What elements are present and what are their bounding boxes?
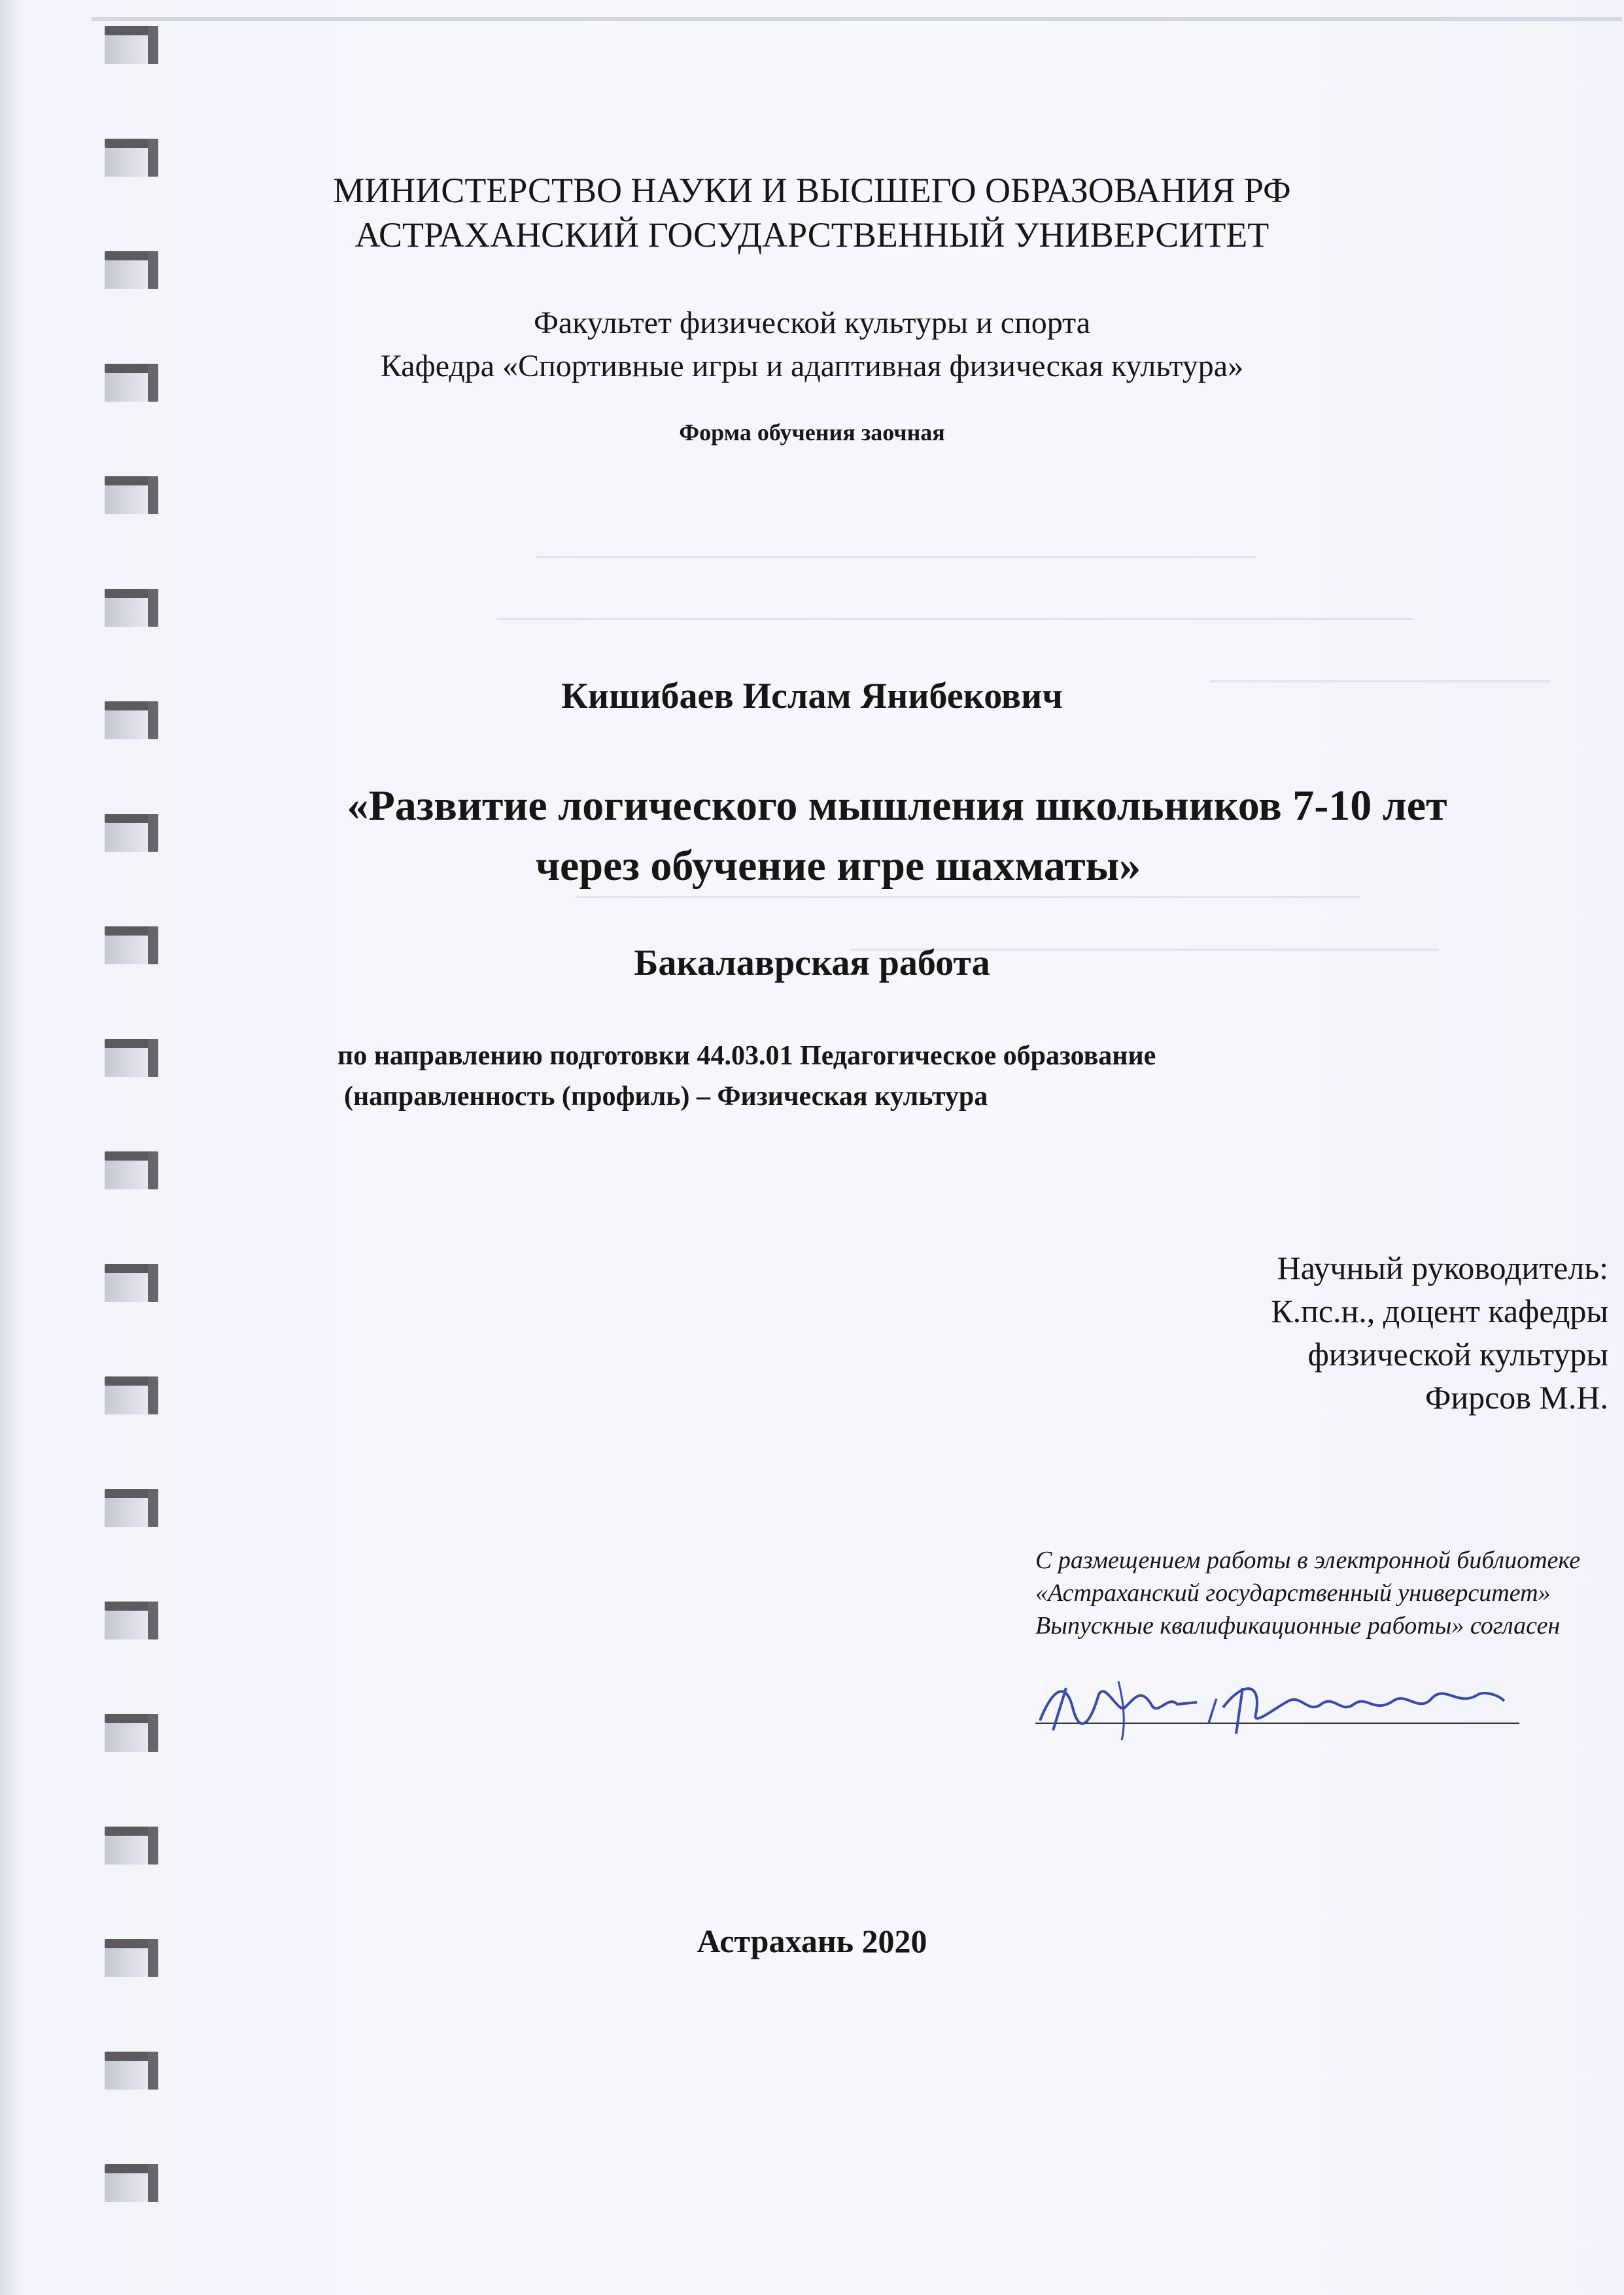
work-type: Бакалаврская работа bbox=[634, 943, 990, 983]
supervisor-block bbox=[1271, 1246, 1608, 1419]
university-name: АСТРАХАНСКИЙ ГОСУДАРСТВЕННЫЙ УНИВЕРСИТЕТ bbox=[354, 215, 1270, 254]
study-direction-line-2: (направленность (профиль) – Физическая культура bbox=[344, 1081, 988, 1112]
binding-hole bbox=[105, 26, 170, 65]
show-through-line bbox=[576, 896, 1360, 898]
binding-hole bbox=[105, 1151, 170, 1191]
author-name: Кишибаев Ислам Янибекович bbox=[561, 676, 1063, 716]
thesis-title-line-2: через обучение игре шахматы» bbox=[535, 842, 1141, 890]
binding-hole bbox=[105, 1376, 170, 1416]
binding-hole bbox=[105, 1827, 170, 1866]
faculty-name: Факультет физической культуры и спорта bbox=[533, 306, 1091, 340]
thesis-title-line-1: «Развитие логического мышления школьников 7-10 лет bbox=[347, 782, 1447, 830]
supervisor-label: Научный руководитель: bbox=[1277, 1250, 1608, 1286]
paper-top-edge bbox=[92, 17, 1622, 21]
binding-hole bbox=[105, 1602, 170, 1641]
binding-hole bbox=[105, 1714, 170, 1753]
binding-hole bbox=[105, 1039, 170, 1078]
binding-hole bbox=[105, 251, 170, 290]
supervisor-degree: К.пс.н., доцент кафедры bbox=[1271, 1293, 1608, 1329]
binding-hole bbox=[105, 476, 170, 516]
binding-hole bbox=[105, 1264, 170, 1303]
binding-hole bbox=[105, 1489, 170, 1528]
binding-hole bbox=[105, 589, 170, 628]
show-through-line bbox=[536, 556, 1256, 558]
department-name: Кафедра «Спортивные игры и адаптивная физическая культура» bbox=[380, 349, 1244, 383]
ministry-name: МИНИСТЕРСТВО НАУКИ И ВЫСШЕГО ОБРАЗОВАНИЯ РФ bbox=[333, 171, 1291, 210]
study-form: Форма обучения заочная bbox=[679, 419, 945, 446]
supervisor-department: физической культуры bbox=[1307, 1336, 1608, 1373]
binding-hole bbox=[105, 2052, 170, 2091]
signature-separator: / bbox=[1207, 1692, 1218, 1728]
library-consent-text: С размещением работы в электронной библиотеке «Астраханский государственный университет» Выпускные квалификационные работы» согласен bbox=[1035, 1547, 1581, 1639]
supervisor-name: Фирсов М.Н. bbox=[1425, 1379, 1608, 1416]
city-year: Астрахань 2020 bbox=[697, 1923, 927, 1959]
study-direction-line-1: по направлению подготовки 44.03.01 Педагогическое образование bbox=[337, 1041, 1156, 1071]
handwritten-signature bbox=[1027, 1668, 1524, 1740]
binding-hole bbox=[105, 2164, 170, 2203]
show-through-line bbox=[497, 618, 1413, 620]
